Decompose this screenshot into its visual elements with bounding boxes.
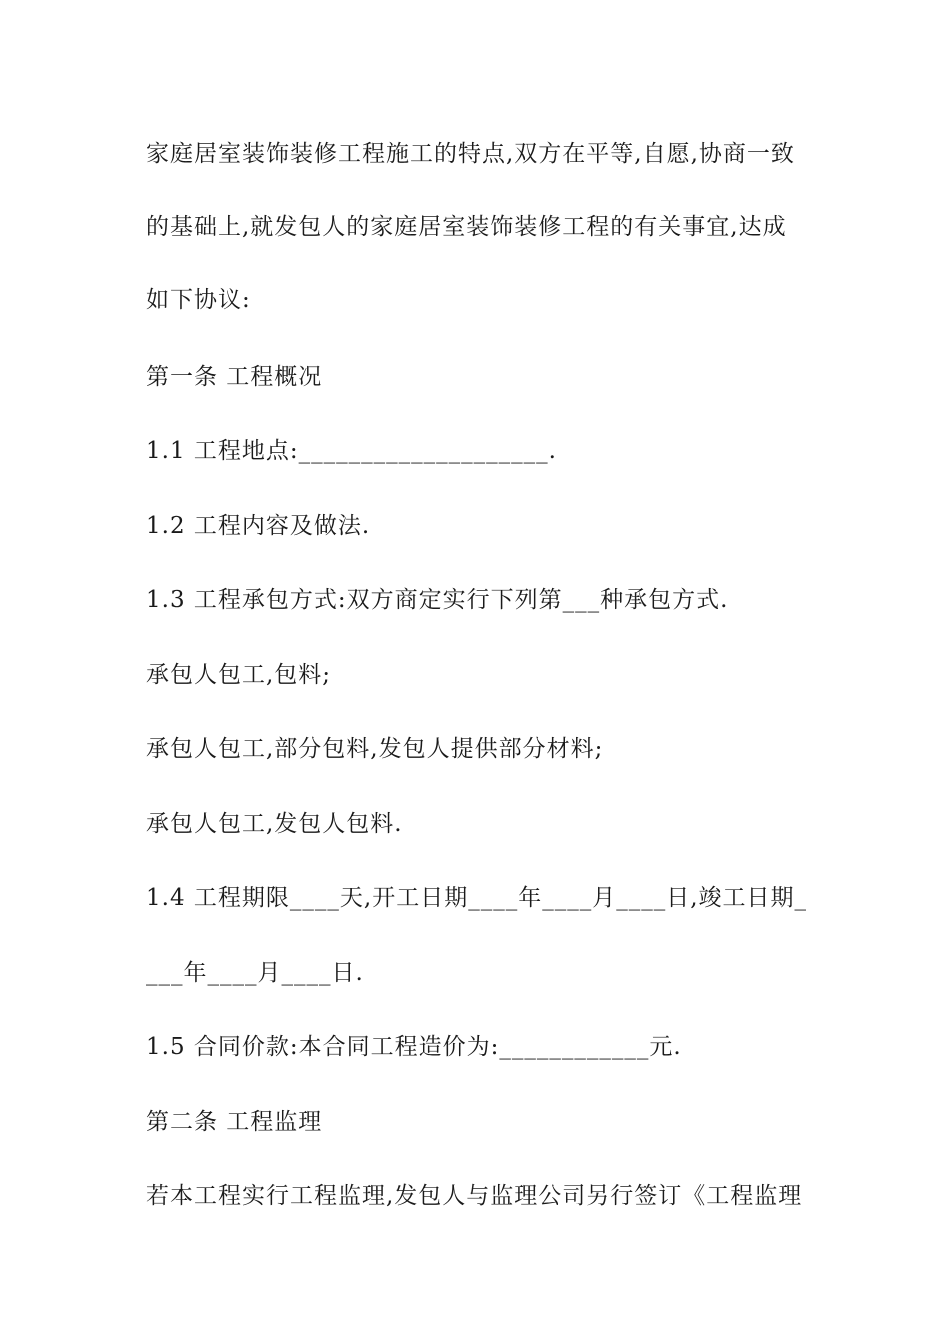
paragraph-intro-line-3: 如下协议: bbox=[146, 287, 251, 313]
clause-1-2: 1.2 工程内容及做法. bbox=[146, 513, 371, 539]
option-line-2: 承包人包工,部分包料,发包人提供部分材料; bbox=[146, 736, 604, 762]
option-line-3: 承包人包工,发包人包料. bbox=[146, 811, 403, 837]
clause-1-4-line-2: ___年____月____日. bbox=[146, 960, 364, 986]
clause-1-1: 1.1 工程地点:____________________. bbox=[146, 438, 557, 464]
option-line-1: 承包人包工,包料; bbox=[146, 662, 332, 688]
clause-1-4-line-1: 1.4 工程期限____天,开工日期____年____月____日,竣工日期_ bbox=[146, 885, 808, 911]
clause-1-5: 1.5 合同价款:本合同工程造价为:____________元. bbox=[146, 1034, 682, 1060]
article-2-paragraph-line-1: 若本工程实行工程监理,发包人与监理公司另行签订《工程监理 bbox=[146, 1183, 803, 1209]
paragraph-intro-line-1: 家庭居室装饰装修工程施工的特点,双方在平等,自愿,协商一致 bbox=[146, 141, 795, 167]
article-2-heading: 第二条 工程监理 bbox=[146, 1109, 323, 1135]
clause-1-3: 1.3 工程承包方式:双方商定实行下列第___种承包方式. bbox=[146, 587, 729, 613]
article-1-heading: 第一条 工程概况 bbox=[146, 364, 323, 390]
paragraph-intro-line-2: 的基础上,就发包人的家庭居室装饰装修工程的有关事宜,达成 bbox=[146, 214, 787, 240]
